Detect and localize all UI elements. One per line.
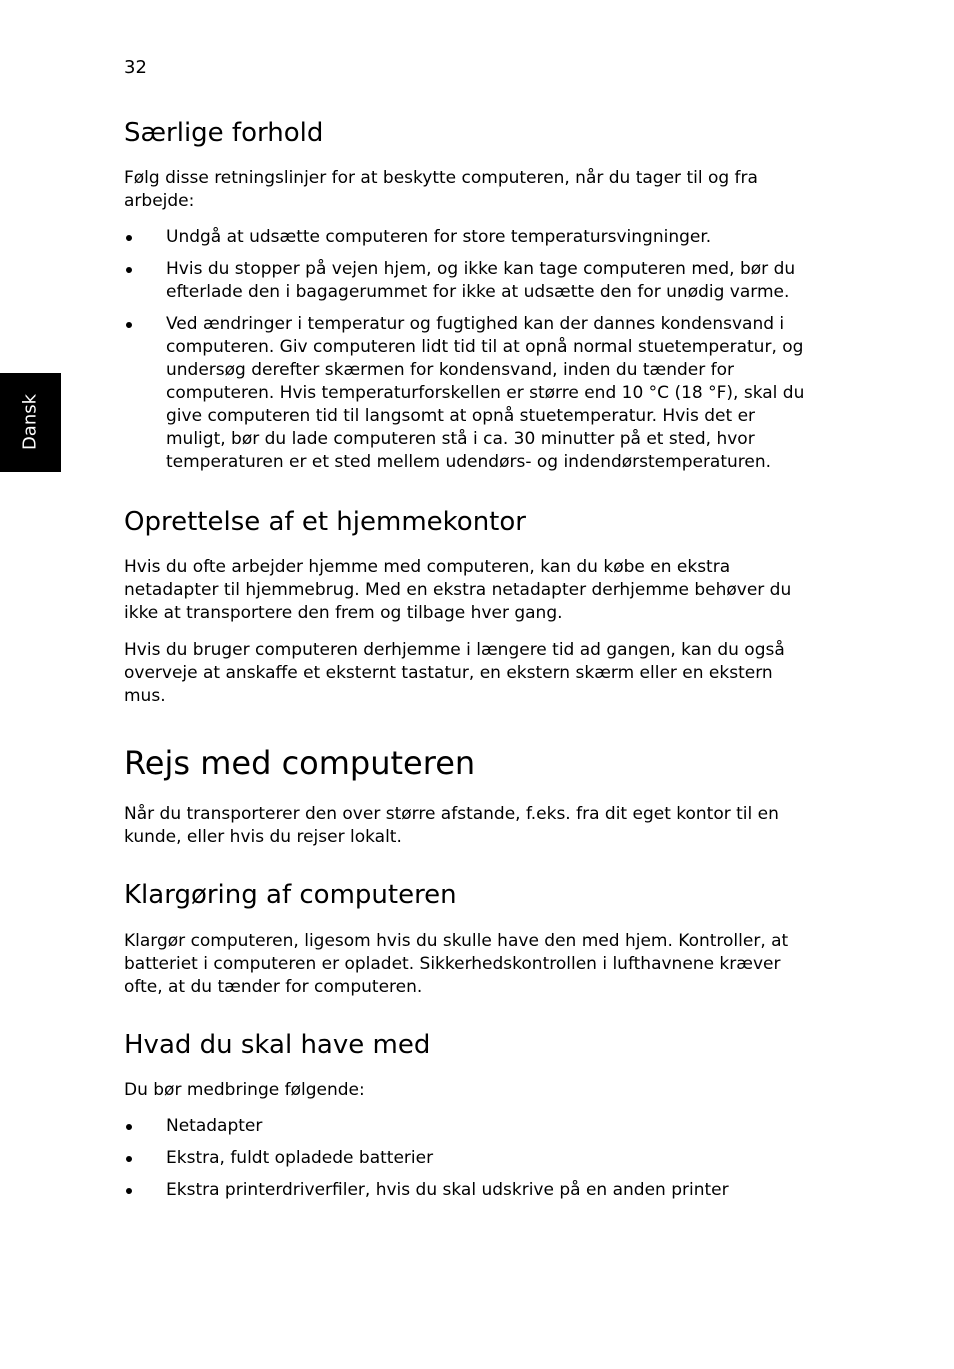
page-number: 32 <box>124 57 147 78</box>
side-tab-label: Dansk <box>19 393 41 451</box>
list-item <box>124 1147 814 1170</box>
bullet-dot-icon <box>126 322 132 328</box>
list-item <box>124 226 814 249</box>
list-item-text: Hvis du stopper på vejen hjem, og ikke kan tage computeren med, bør du efterlade den i bagagerummet for ikke at udsætte den for unødig varme. <box>166 259 796 302</box>
list-item-text: Ved ændringer i temperatur og fugtighed kan der dannes kondensvand i computeren. Giv computeren lidt tid til at opnå normal stuetemperatur, og undersøg derefter skærmen for kondensvand, inden du tænder for computeren. Hvis temperaturforskellen er større end 10 °C (18 °F), skal du give computeren tid til langsomt at opnå stuetemperatur. Hvis det er muligt, bør du lade computeren stå i ca. 30 minutter på et sted, hvor temperaturen er et sted mellem udendørs- og indendørstemperaturen. <box>166 314 805 472</box>
hvad-bullet-list <box>124 1115 814 1211</box>
list-item <box>124 313 814 474</box>
list-item <box>124 258 814 304</box>
list-item-text: Ekstra printerdriverfiler, hvis du skal udskrive på en anden printer <box>166 1180 729 1200</box>
klargoering-para: Klargør computeren, ligesom hvis du skulle have den med hjem. Kontroller, at batteriet i computeren er opladet. Sikkerhedskontrollen i lufthavnene kræver ofte, at du tænder for computeren. <box>124 931 789 997</box>
heading-hjemmekontor: Oprettelse af et hjemmekontor <box>124 507 526 537</box>
bullet-dot-icon <box>126 1188 132 1194</box>
heading-hvad-du-skal-have-med: Hvad du skal have med <box>124 1030 431 1060</box>
language-side-tab <box>0 373 61 472</box>
list-item <box>124 1115 814 1138</box>
saerlige-bullet-list <box>124 226 814 483</box>
bullet-dot-icon <box>126 1124 132 1130</box>
bullet-dot-icon <box>126 267 132 273</box>
list-item-text: Undgå at udsætte computeren for store temperatursvingninger. <box>166 227 712 247</box>
bullet-dot-icon <box>126 1156 132 1162</box>
list-item-text: Netadapter <box>166 1116 263 1136</box>
heading-saerlige-forhold: Særlige forhold <box>124 118 324 148</box>
saerlige-intro: Følg disse retningslinjer for at beskytte computeren, når du tager til og fra arbejde: <box>124 168 758 211</box>
hvad-intro: Du bør medbringe følgende: <box>124 1080 365 1100</box>
heading-klargoering: Klargøring af computeren <box>124 880 457 910</box>
rejs-intro: Når du transporterer den over større afstande, f.eks. fra dit eget kontor til en kunde, eller hvis du rejser lokalt. <box>124 804 779 847</box>
hjemmekontor-para-2: Hvis du bruger computeren derhjemme i længere tid ad gangen, kan du også overveje at anskaffe et eksternt tastatur, en ekstern skærm eller en ekstern mus. <box>124 640 785 706</box>
hjemmekontor-para-1: Hvis du ofte arbejder hjemme med computeren, kan du købe en ekstra netadapter til hjemmebrug. Med en ekstra netadapter derhjemme behøver du ikke at transportere den frem og tilbage hver gang. <box>124 557 792 623</box>
list-item <box>124 1179 814 1202</box>
heading-rejs-med-computeren: Rejs med computeren <box>124 744 476 782</box>
bullet-dot-icon <box>126 235 132 241</box>
list-item-text: Ekstra, fuldt opladede batterier <box>166 1148 434 1168</box>
